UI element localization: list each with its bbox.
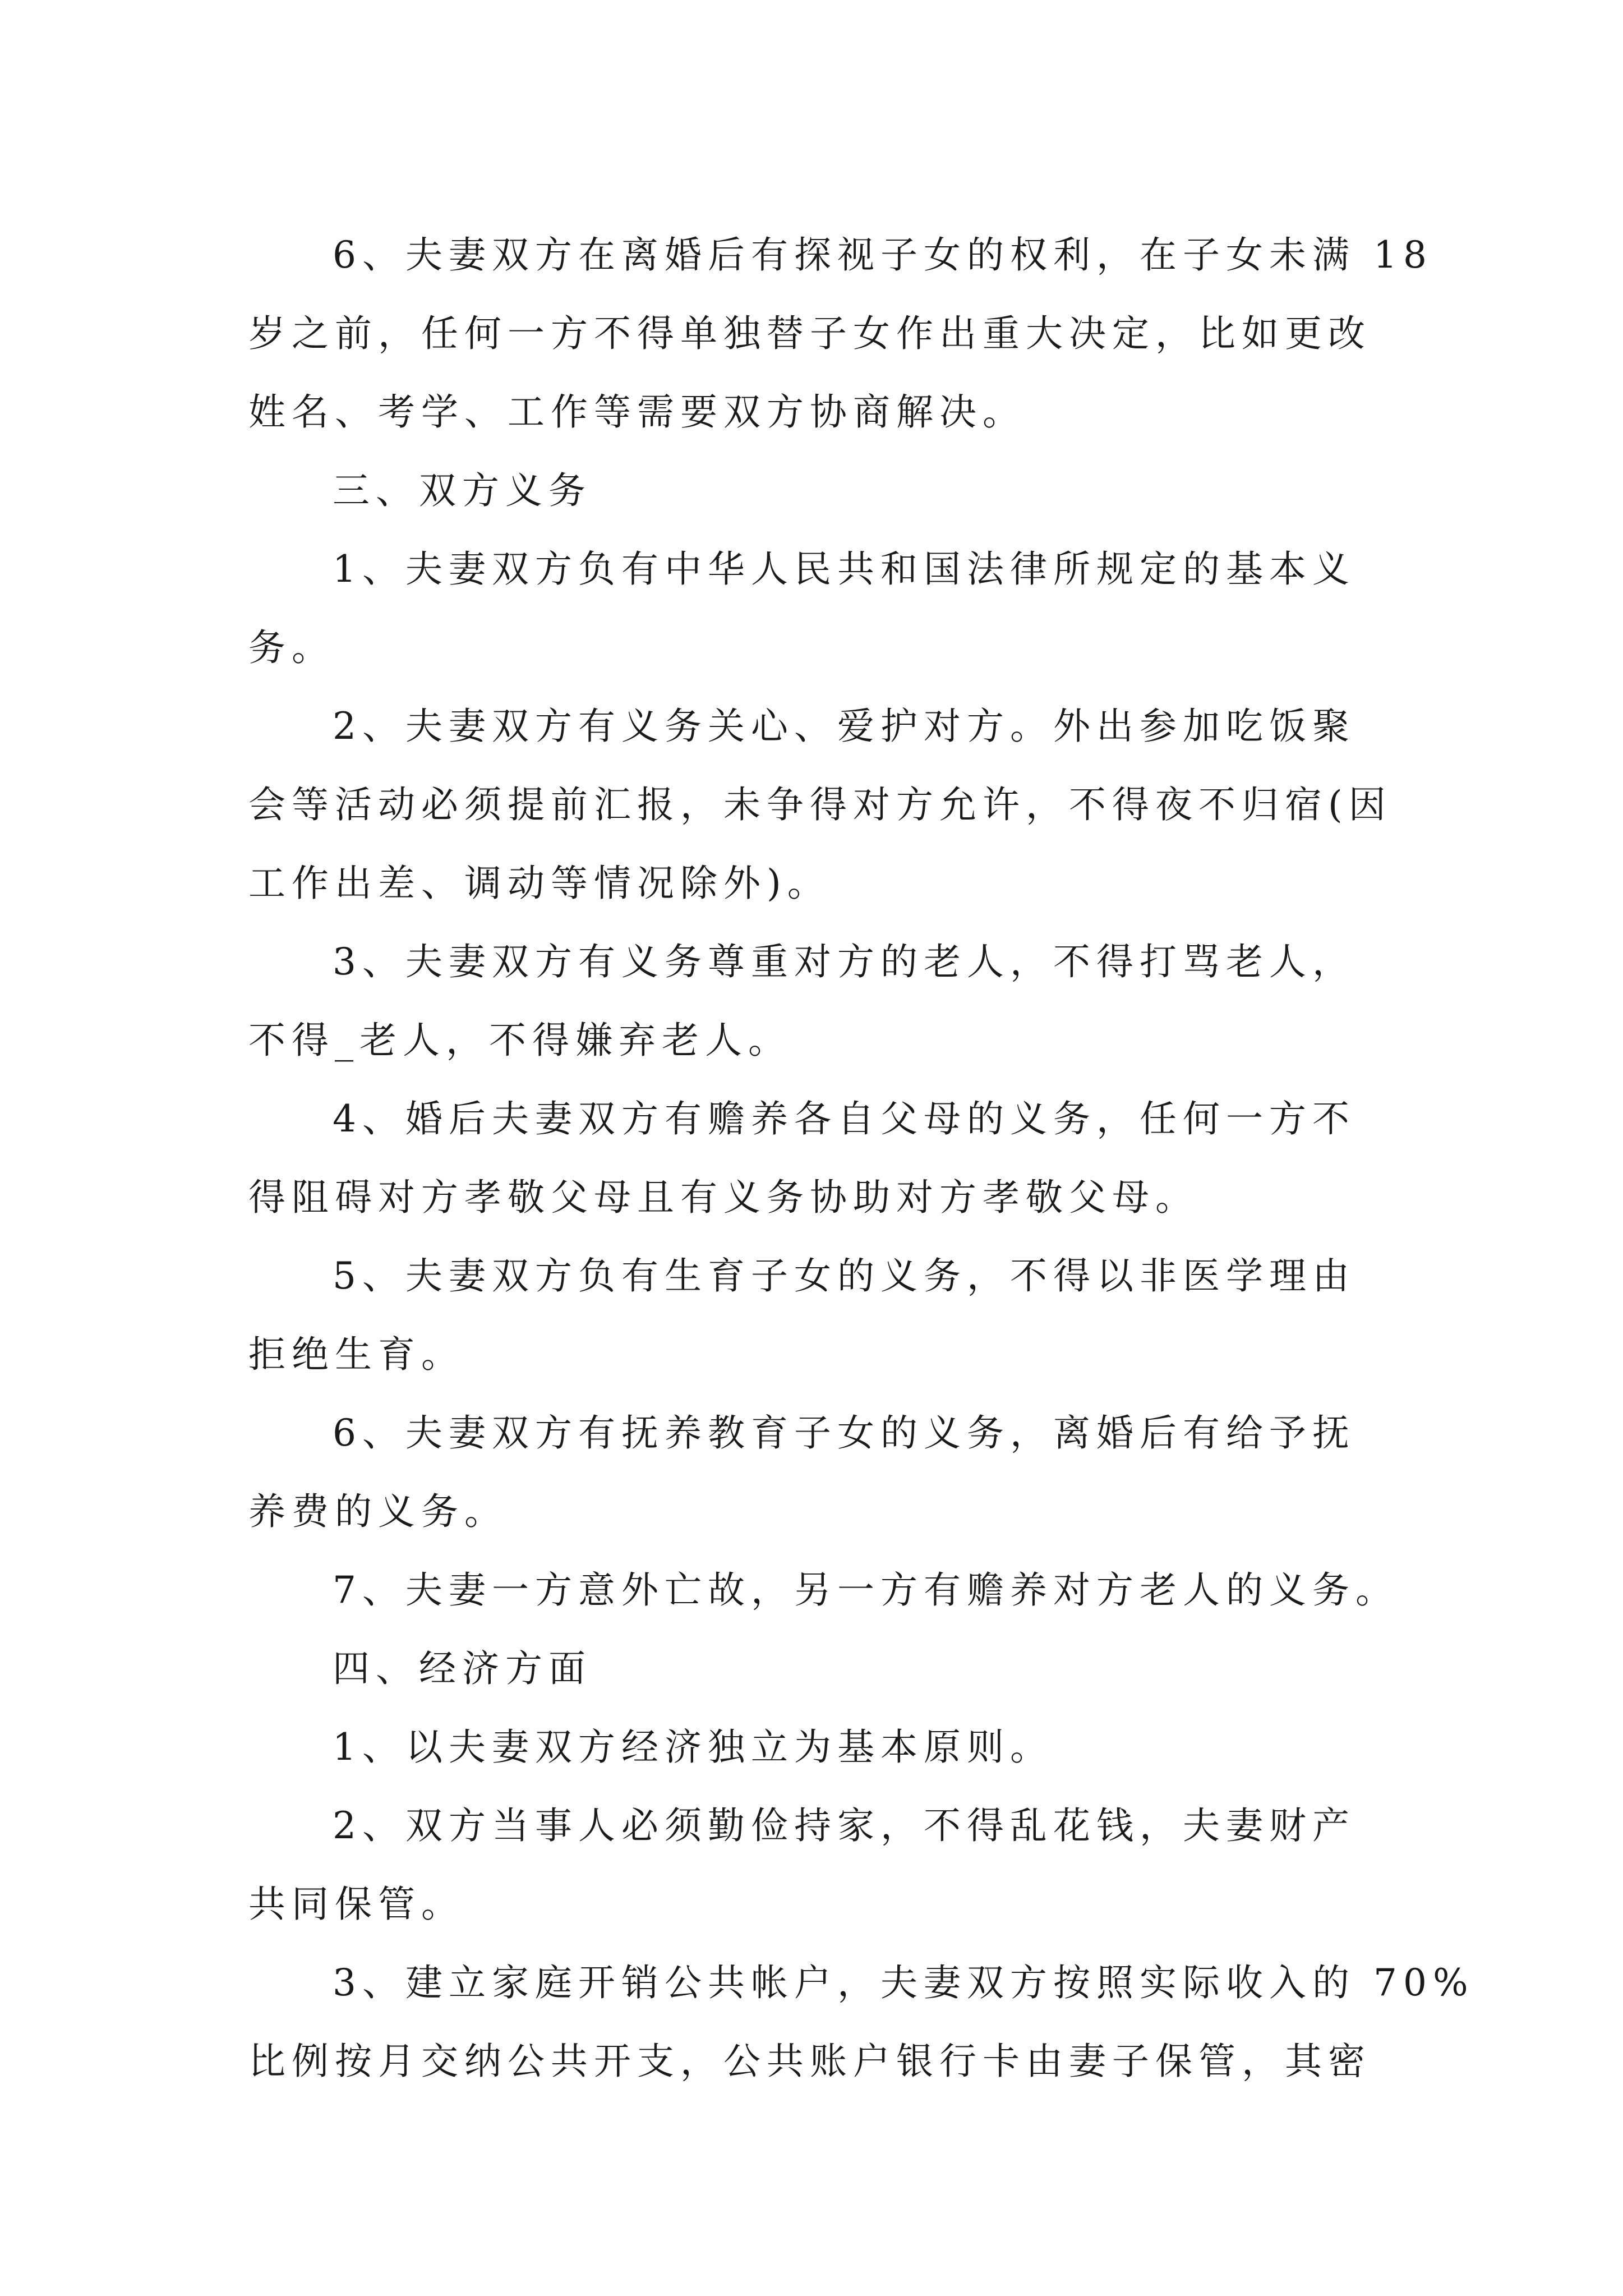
paragraph-line: 会等活动必须提前汇报，未争得对方允许，不得夜不归宿(因 (248, 783, 1392, 826)
section-heading: 四、经济方面 (333, 1647, 592, 1690)
paragraph-line: 工作出差、调动等情况除外)。 (248, 862, 831, 905)
paragraph-line: 2、夫妻双方有义务关心、爱护对方。外出参加吃饭聚 (333, 705, 1355, 748)
paragraph-line: 养费的义务。 (248, 1490, 508, 1533)
paragraph-line: 岁之前，任何一方不得单独替子女作出重大决定，比如更改 (248, 312, 1371, 355)
paragraph-line: 1、以夫妻双方经济独立为基本原则。 (333, 1726, 1053, 1769)
paragraph-line: 2、双方当事人必须勤俭持家，不得乱花钱，夫妻财产 (333, 1804, 1355, 1847)
paragraph-line: 姓名、考学、工作等需要双方协商解决。 (248, 390, 1026, 434)
paragraph-line: 得阻碍对方孝敬父母且有义务协助对方孝敬父母。 (248, 1176, 1198, 1219)
paragraph-line: 共同保管。 (248, 1883, 464, 1926)
paragraph-line: 6、夫妻双方在离婚后有探视子女的权利，在子女未满 18 (333, 233, 1433, 277)
paragraph-line: 务。 (248, 626, 335, 669)
paragraph-line: 不得_老人，不得嫌弃老人。 (248, 1019, 791, 1062)
paragraph-line: 6、夫妻双方有抚养教育子女的义务，离婚后有给予抚 (333, 1411, 1355, 1455)
section-heading: 三、双方义务 (333, 469, 592, 512)
paragraph-line: 1、夫妻双方负有中华人民共和国法律所规定的基本义 (333, 547, 1355, 591)
paragraph-line: 3、建立家庭开销公共帐户，夫妻双方按照实际收入的 70% (333, 1961, 1474, 2004)
paragraph-line: 比例按月交纳公共开支，公共账户银行卡由妻子保管，其密 (248, 2040, 1371, 2083)
paragraph-line: 3、夫妻双方有义务尊重对方的老人，不得打骂老人， (333, 940, 1355, 983)
paragraph-line: 7、夫妻一方意外亡故，另一方有赡养对方老人的义务。 (333, 1568, 1399, 1612)
document-body (248, 216, 1474, 2101)
paragraph-line: 拒绝生育。 (248, 1333, 464, 1376)
paragraph-line: 4、婚后夫妻双方有赡养各自父母的义务，任何一方不 (333, 1097, 1355, 1140)
paragraph-line: 5、夫妻双方负有生育子女的义务，不得以非医学理由 (333, 1254, 1355, 1297)
